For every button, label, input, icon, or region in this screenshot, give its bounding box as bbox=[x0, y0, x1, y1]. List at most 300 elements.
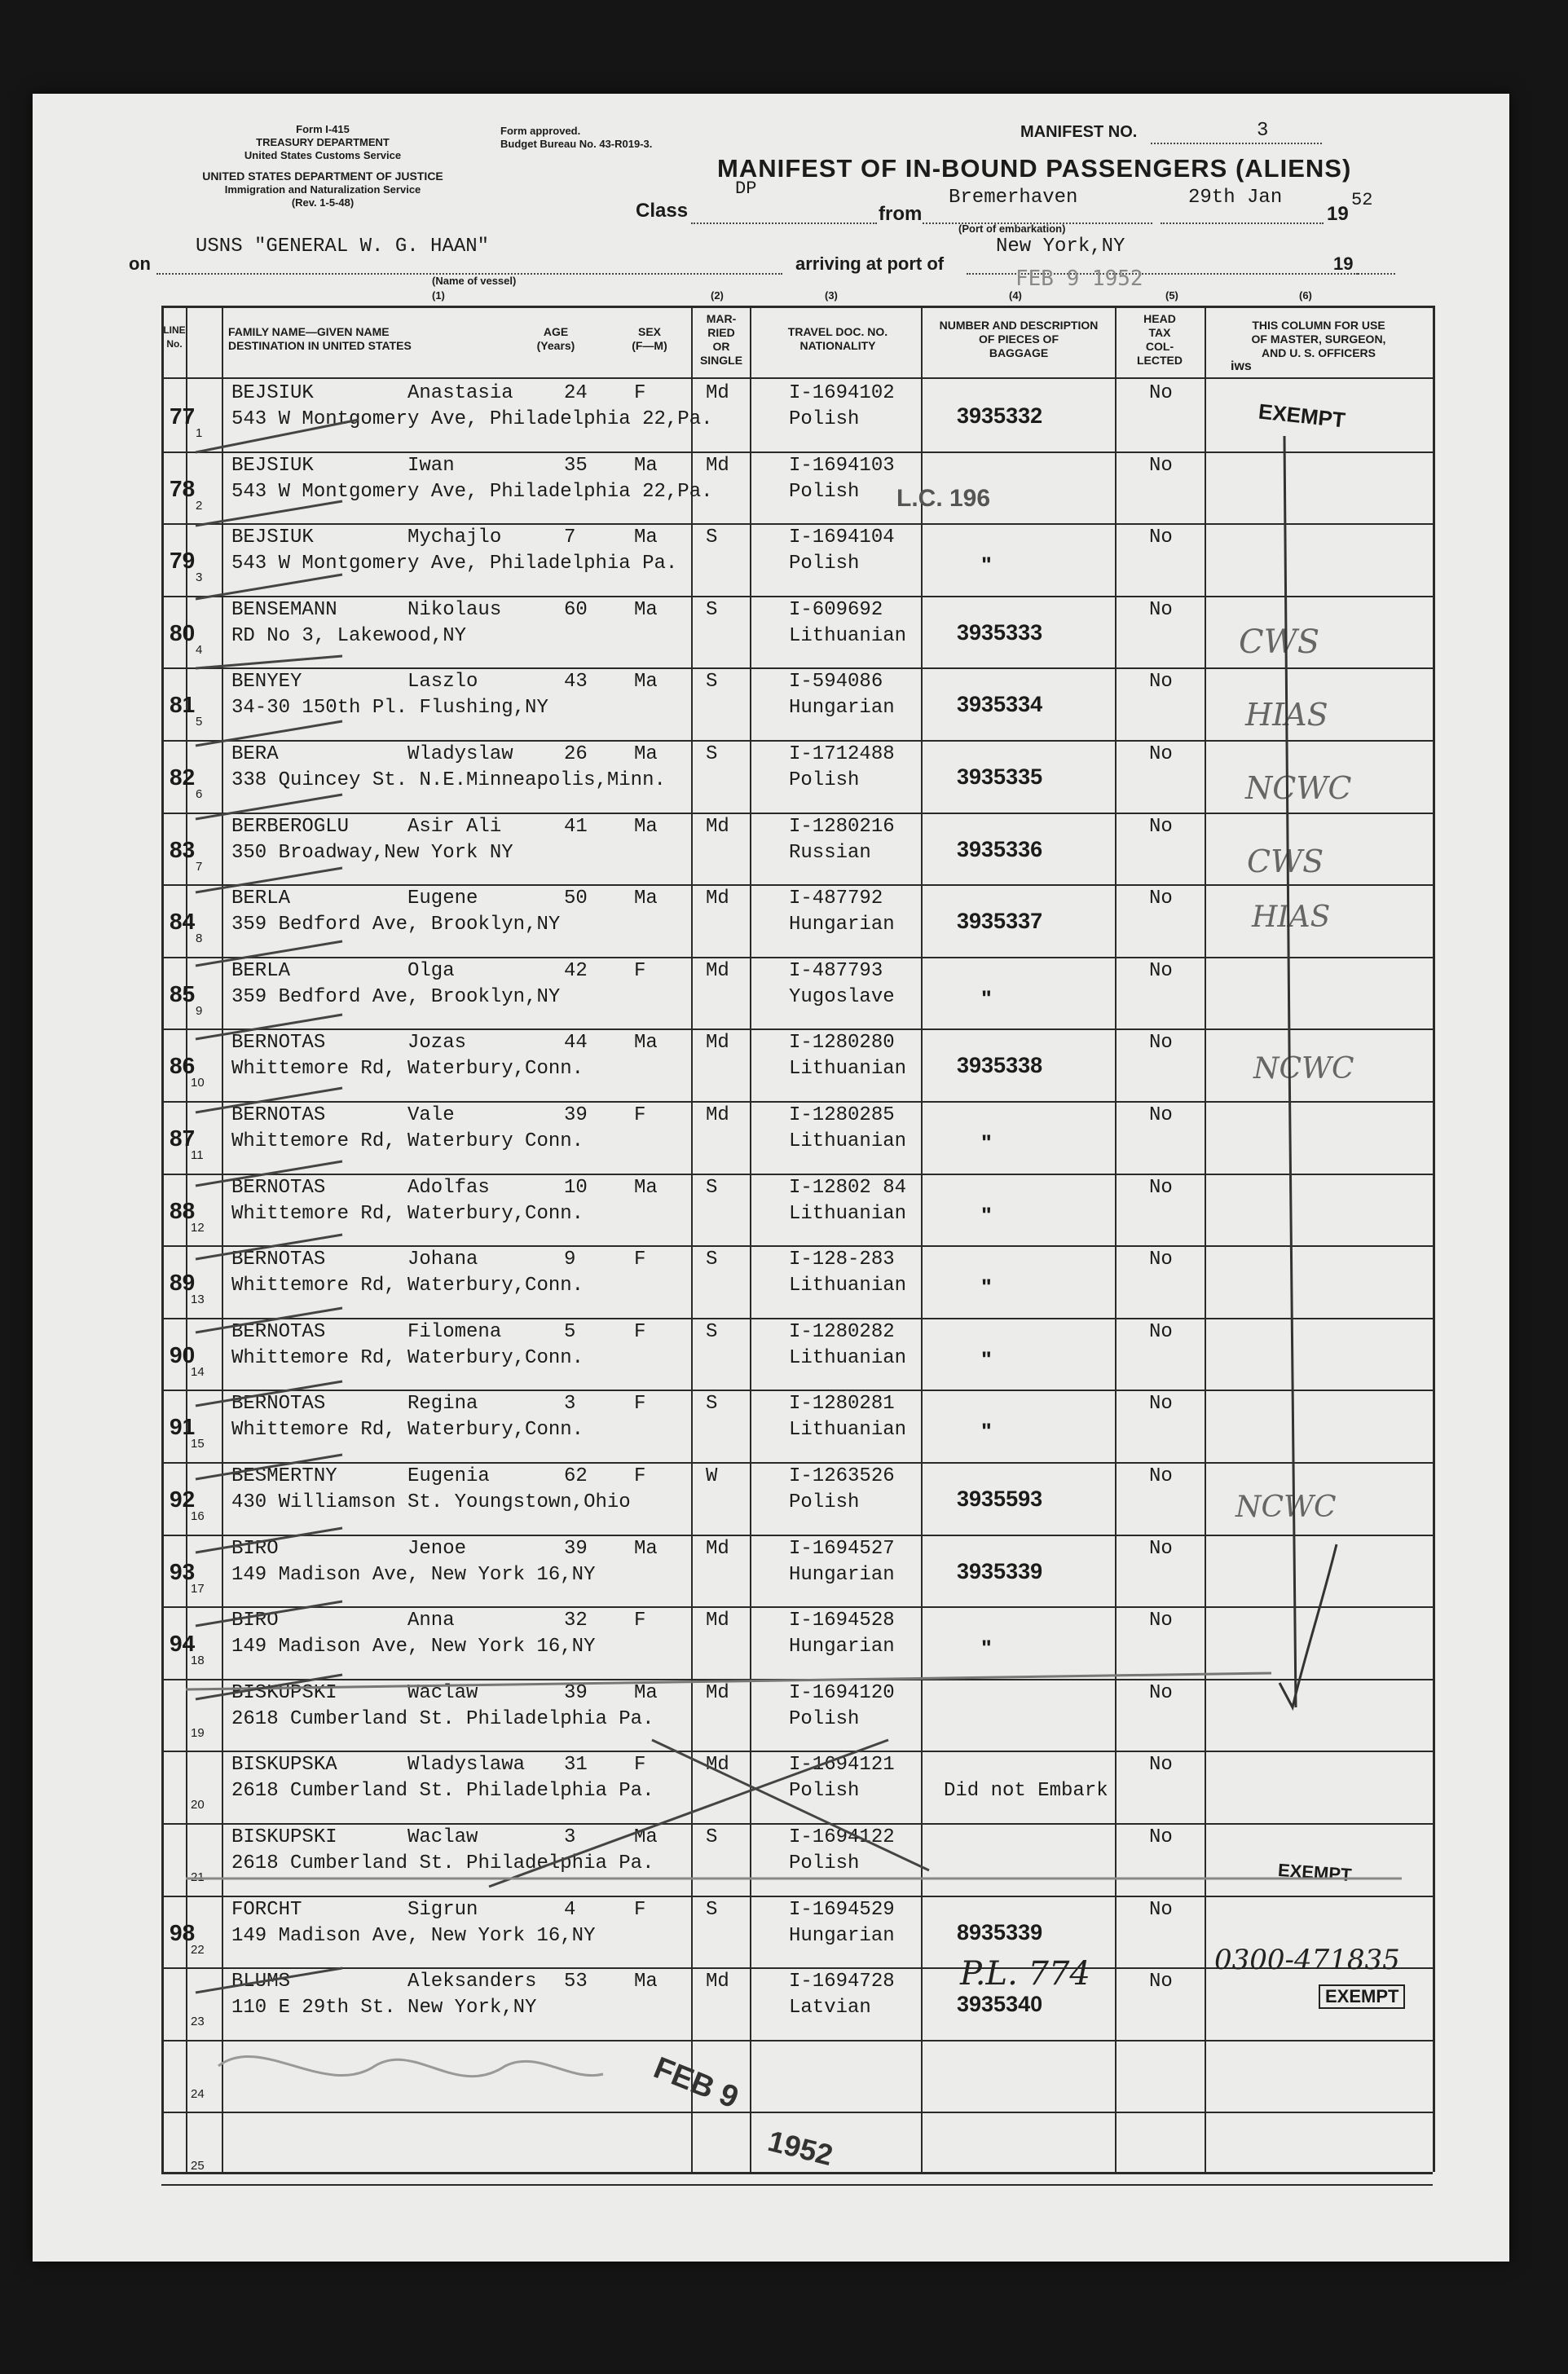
age: 9 bbox=[564, 1249, 576, 1271]
travel-doc-no: I-1694120 bbox=[789, 1681, 895, 1704]
marital-status: Md bbox=[706, 1971, 729, 1993]
destination: 543 W Montgomery Ave, Philadelphia Pa. bbox=[231, 553, 678, 575]
family-name: FORCHT bbox=[231, 1898, 302, 1921]
nationality: Polish bbox=[789, 1852, 860, 1874]
row-index: 11 bbox=[191, 1148, 204, 1162]
age: 50 bbox=[564, 887, 588, 910]
row-divider bbox=[161, 1896, 1433, 1897]
row-divider bbox=[161, 523, 1433, 525]
destination: Whittemore Rd, Waterbury,Conn. bbox=[231, 1419, 584, 1442]
head-tax: No bbox=[1149, 1898, 1173, 1921]
manifest-no-value: 3 bbox=[1257, 120, 1269, 142]
revision: (Rev. 1-5-48) bbox=[291, 196, 355, 209]
baggage-ditto: " bbox=[981, 1419, 992, 1444]
head-tax: No bbox=[1149, 1826, 1173, 1848]
age: 7 bbox=[564, 526, 576, 549]
travel-doc-no: I-487793 bbox=[789, 959, 883, 982]
sex: Ma bbox=[634, 1971, 658, 1993]
sex: Ma bbox=[634, 1032, 658, 1055]
baggage-number: 3935334 bbox=[957, 692, 1043, 717]
destination: 543 W Montgomery Ave, Philadelphia 22,Pa. bbox=[231, 480, 713, 503]
line-number: 85 bbox=[170, 980, 196, 1006]
customs-service: United States Customs Service bbox=[244, 149, 402, 161]
line-number: 87 bbox=[170, 1125, 196, 1151]
row-index: 24 bbox=[191, 2086, 205, 2101]
lc-stamp: L.C. 196 bbox=[896, 485, 991, 512]
given-name: Asir Ali bbox=[407, 815, 502, 838]
row-index: 8 bbox=[196, 932, 203, 946]
marital-status: S bbox=[706, 1320, 718, 1343]
head-tax: No bbox=[1149, 887, 1173, 910]
given-name: Adolfas bbox=[407, 1176, 490, 1199]
sex: F bbox=[634, 1320, 646, 1343]
given-name: Iwan bbox=[407, 454, 455, 477]
row-divider bbox=[161, 813, 1433, 814]
row-divider bbox=[161, 1679, 1433, 1680]
age: 39 bbox=[564, 1681, 588, 1704]
row-divider bbox=[161, 451, 1433, 453]
head-tax: No bbox=[1149, 1465, 1173, 1487]
given-name: Aleksanders bbox=[407, 1971, 537, 1993]
family-name: BERA bbox=[231, 743, 279, 765]
travel-doc-no: I-609692 bbox=[789, 598, 883, 621]
destination: Whittemore Rd, Waterbury,Conn. bbox=[231, 1202, 584, 1225]
age: 32 bbox=[564, 1610, 588, 1632]
destination: 543 W Montgomery Ave, Philadelphia 22,Pa. bbox=[231, 408, 713, 430]
destination: 338 Quincey St. N.E.Minneapolis,Minn. bbox=[231, 769, 666, 791]
row-index: 2 bbox=[196, 498, 203, 513]
row-index: 19 bbox=[191, 1725, 205, 1740]
baggage-number: 3935333 bbox=[957, 619, 1043, 645]
baggage-number: 8935339 bbox=[957, 1919, 1043, 1945]
row-index: 25 bbox=[191, 2159, 205, 2174]
baggage-ditto: " bbox=[981, 1346, 992, 1372]
family-name: BERLA bbox=[231, 887, 291, 910]
given-name: Jenoe bbox=[407, 1537, 467, 1560]
travel-doc-no: I-1694529 bbox=[789, 1898, 895, 1921]
nationality: Lithuanian bbox=[789, 1130, 907, 1152]
sex: F bbox=[634, 382, 646, 404]
head-tax: No bbox=[1149, 1610, 1173, 1632]
baggage-number: 3935339 bbox=[957, 1558, 1043, 1583]
row-divider bbox=[161, 1245, 1433, 1247]
line-number: 81 bbox=[170, 692, 196, 718]
col-num-4: (4) bbox=[1009, 289, 1022, 302]
row-index: 14 bbox=[191, 1364, 205, 1379]
row-divider bbox=[161, 1823, 1433, 1825]
treasury-department: TREASURY DEPARTMENT bbox=[256, 136, 390, 148]
head-tax: No bbox=[1149, 959, 1173, 982]
travel-doc-no: I-1694527 bbox=[789, 1537, 895, 1560]
nationality: Polish bbox=[789, 769, 860, 791]
hias-mark-1: HIAS bbox=[1245, 697, 1328, 733]
col-header-name: FAMILY NAME—GIVEN NAME DESTINATION IN UNITED STATES bbox=[228, 325, 412, 352]
baggage-number: 3935336 bbox=[957, 836, 1043, 861]
travel-doc-no: I-1280282 bbox=[789, 1320, 895, 1343]
marital-status: Md bbox=[706, 887, 729, 910]
line-number: 98 bbox=[170, 1919, 196, 1945]
ncwc-mark-3: NCWC bbox=[1235, 1491, 1337, 1524]
nationality: Lithuanian bbox=[789, 1058, 907, 1081]
baggage-number: 3935332 bbox=[957, 403, 1043, 428]
pl-774-note: P.L. 774 bbox=[960, 1955, 1090, 1993]
col-num-2: (2) bbox=[711, 289, 724, 302]
ins-service: Immigration and Naturalization Service bbox=[224, 183, 421, 196]
travel-doc-no: I-12802 84 bbox=[789, 1176, 907, 1199]
col-header-head-tax-text: HEAD TAX COL- LECTED bbox=[1137, 312, 1183, 367]
row-index: 7 bbox=[196, 859, 203, 874]
given-name: Filomena bbox=[407, 1320, 502, 1343]
nationality: Polish bbox=[789, 553, 860, 575]
family-name: BERNOTAS bbox=[231, 1249, 326, 1271]
row-index: 18 bbox=[191, 1654, 205, 1668]
family-name: BIRO bbox=[231, 1610, 279, 1632]
marital-status: S bbox=[706, 1393, 718, 1416]
nationality: Lithuanian bbox=[789, 1346, 907, 1369]
received-stamp-date: FEB 9 bbox=[649, 2050, 743, 2116]
given-name: Regina bbox=[407, 1393, 478, 1416]
received-stamp-year: 1952 bbox=[764, 2123, 836, 2173]
family-name: BERNOTAS bbox=[231, 1393, 326, 1416]
travel-doc-no: I-1263526 bbox=[789, 1465, 895, 1487]
head-tax: No bbox=[1149, 526, 1173, 549]
col-header-married: MAR- RIED OR SINGLE bbox=[699, 312, 743, 367]
exempt-stamp-2: EXEMPT bbox=[1277, 1859, 1353, 1886]
travel-doc-no: I-1694103 bbox=[789, 454, 895, 477]
destination: 34-30 150th Pl. Flushing,NY bbox=[231, 697, 548, 720]
given-name: Jozas bbox=[407, 1032, 467, 1055]
given-name: Laszlo bbox=[407, 671, 478, 694]
nationality: Polish bbox=[789, 1707, 860, 1730]
family-name: BEJSIUK bbox=[231, 454, 314, 477]
nationality: Hungarian bbox=[789, 697, 895, 720]
head-tax: No bbox=[1149, 1320, 1173, 1343]
year-suffix: 52 bbox=[1351, 190, 1373, 210]
head-tax: No bbox=[1149, 1971, 1173, 1993]
row-divider bbox=[161, 2184, 1433, 2186]
marital-status: S bbox=[706, 1176, 718, 1199]
destination: 2618 Cumberland St. Philadelphia Pa. bbox=[231, 1852, 654, 1874]
age: 53 bbox=[564, 1971, 588, 1993]
line-number: 78 bbox=[170, 475, 196, 501]
marital-status: Md bbox=[706, 815, 729, 838]
family-name: BEJSIUK bbox=[231, 382, 314, 404]
line-number: 79 bbox=[170, 548, 196, 574]
row-divider bbox=[161, 2112, 1433, 2113]
destination: Whittemore Rd, Waterbury,Conn. bbox=[231, 1275, 584, 1297]
destination: 2618 Cumberland St. Philadelphia Pa. bbox=[231, 1707, 654, 1730]
line-number: 91 bbox=[170, 1414, 196, 1440]
destination: 350 Broadway,New York NY bbox=[231, 841, 513, 864]
arriving-label: arriving at port of bbox=[795, 253, 945, 274]
given-name: Olga bbox=[407, 959, 455, 982]
marital-status: Md bbox=[706, 959, 729, 982]
age: 5 bbox=[564, 1320, 576, 1343]
vessel-caption: (Name of vessel) bbox=[432, 275, 517, 287]
marital-status: W bbox=[706, 1465, 718, 1487]
col-header-officers: THIS COLUMN FOR USE OF MASTER, SURGEON, AND U. S. OFFICERS bbox=[1251, 319, 1386, 359]
nationality: Polish bbox=[789, 1491, 860, 1513]
sailing-date: 29th Jan bbox=[1188, 187, 1283, 209]
row-divider bbox=[161, 1028, 1433, 1030]
year-prefix-2: 19 bbox=[1333, 253, 1354, 274]
class-label: Class bbox=[636, 200, 689, 222]
col-num-3: (3) bbox=[825, 289, 838, 302]
baggage-number: 3935340 bbox=[957, 1992, 1043, 2017]
family-name: BERBEROGLU bbox=[231, 815, 350, 838]
row-index: 1 bbox=[196, 426, 203, 440]
age: 44 bbox=[564, 1032, 588, 1055]
row-index: 9 bbox=[196, 1003, 203, 1018]
sex: F bbox=[634, 1754, 646, 1777]
row-index: 13 bbox=[191, 1293, 205, 1307]
col-header-sex: SEX (F—M) bbox=[632, 325, 667, 352]
baggage-number: 3935335 bbox=[957, 764, 1043, 789]
destination: Whittemore Rd, Waterbury,Conn. bbox=[231, 1058, 584, 1081]
row-index: 16 bbox=[191, 1509, 205, 1523]
row-index: 4 bbox=[196, 642, 203, 657]
destination: 149 Madison Ave, New York 16,NY bbox=[231, 1563, 596, 1586]
given-name: Nikolaus bbox=[407, 598, 502, 621]
age: 35 bbox=[564, 454, 588, 477]
line-number: 94 bbox=[170, 1631, 196, 1657]
nationality: Latvian bbox=[789, 1997, 871, 2019]
year-prefix: 19 bbox=[1327, 203, 1349, 225]
line-number: 82 bbox=[170, 764, 196, 790]
sex: Ma bbox=[634, 1681, 658, 1704]
travel-doc-no: I-1712488 bbox=[789, 743, 895, 765]
travel-doc-no: I-1280285 bbox=[789, 1104, 895, 1126]
col-num-6: (6) bbox=[1299, 289, 1312, 302]
baggage-ditto: " bbox=[981, 1130, 992, 1155]
cws-mark-2: CWS bbox=[1247, 843, 1324, 879]
row-index: 15 bbox=[191, 1437, 205, 1451]
given-name: Eugenia bbox=[407, 1465, 490, 1487]
marital-status: S bbox=[706, 1826, 718, 1848]
travel-doc-no: I-487792 bbox=[789, 887, 883, 910]
arrival-port: New York,NY bbox=[996, 236, 1125, 258]
destination: 149 Madison Ave, New York 16,NY bbox=[231, 1924, 596, 1947]
given-name: Vale bbox=[407, 1104, 455, 1126]
baggage-ditto: " bbox=[981, 553, 992, 578]
marital-status: Md bbox=[706, 1537, 729, 1560]
row-index: 5 bbox=[196, 715, 203, 729]
row-divider bbox=[161, 2040, 1433, 2041]
family-name: BISKUPSKI bbox=[231, 1826, 337, 1848]
sex: F bbox=[634, 1393, 646, 1416]
nationality: Russian bbox=[789, 841, 871, 864]
family-name: BERNOTAS bbox=[231, 1032, 326, 1055]
row-index: 12 bbox=[191, 1220, 205, 1235]
family-name: BIRO bbox=[231, 1537, 279, 1560]
row-divider bbox=[161, 884, 1433, 886]
marital-status: S bbox=[706, 598, 718, 621]
file-number-note: 0300-471835 bbox=[1214, 1944, 1400, 1976]
destination: RD No 3, Lakewood,NY bbox=[231, 624, 467, 647]
baggage-ditto: " bbox=[981, 1275, 992, 1300]
family-name: BEJSIUK bbox=[231, 526, 314, 549]
marital-status: S bbox=[706, 1898, 718, 1921]
col-num-1: (1) bbox=[432, 289, 445, 302]
head-tax: No bbox=[1149, 1249, 1173, 1271]
destination: 430 Williamson St. Youngstown,Ohio bbox=[231, 1491, 631, 1513]
marital-status: S bbox=[706, 671, 718, 694]
port-embark-caption: (Port of embarkation) bbox=[958, 222, 1066, 235]
marital-status: S bbox=[706, 743, 718, 765]
sex: Ma bbox=[634, 454, 658, 477]
marital-status: S bbox=[706, 1249, 718, 1271]
sex: Ma bbox=[634, 598, 658, 621]
sex: Ma bbox=[634, 815, 658, 838]
col-num-5: (5) bbox=[1165, 289, 1178, 302]
sex: F bbox=[634, 1249, 646, 1271]
class-value: DP bbox=[735, 178, 757, 199]
given-name: Eugene bbox=[407, 887, 478, 910]
sex: Ma bbox=[634, 743, 658, 765]
family-name: BERNOTAS bbox=[231, 1176, 326, 1199]
row-index: 3 bbox=[196, 570, 203, 585]
nationality: Polish bbox=[789, 408, 860, 430]
baggage-note: Did not Embark bbox=[944, 1780, 1108, 1803]
destination: Whittemore Rd, Waterbury,Conn. bbox=[231, 1346, 584, 1369]
row-divider bbox=[161, 1174, 1433, 1175]
baggage-number: 3935593 bbox=[957, 1487, 1043, 1511]
destination: 149 Madison Ave, New York 16,NY bbox=[231, 1636, 596, 1658]
family-name: BENSEMANN bbox=[231, 598, 337, 621]
line-number: 83 bbox=[170, 836, 196, 862]
line-number: 92 bbox=[170, 1487, 196, 1512]
destination: Whittemore Rd, Waterbury Conn. bbox=[231, 1130, 584, 1152]
col-header-age: AGE (Years) bbox=[536, 325, 575, 352]
sex: Ma bbox=[634, 1826, 658, 1848]
baggage-ditto: " bbox=[981, 1636, 992, 1661]
nationality: Lithuanian bbox=[789, 1419, 907, 1442]
line-number: 93 bbox=[170, 1558, 196, 1584]
port-of-embarkation: Bremerhaven bbox=[949, 187, 1078, 209]
row-index: 6 bbox=[196, 787, 203, 801]
justice-department: UNITED STATES DEPARTMENT OF JUSTICE bbox=[202, 170, 443, 183]
row-index: 21 bbox=[191, 1870, 205, 1884]
form-number: Form I-415 bbox=[296, 123, 350, 135]
baggage-number: 3935337 bbox=[957, 909, 1043, 934]
row-divider bbox=[161, 1101, 1433, 1103]
line-number: 86 bbox=[170, 1053, 196, 1079]
given-name: Waclaw bbox=[407, 1826, 478, 1848]
budget-bureau: Budget Bureau No. 43-R019-3. bbox=[500, 138, 653, 150]
row-divider bbox=[161, 596, 1433, 597]
row-divider bbox=[161, 1606, 1433, 1608]
travel-doc-no: I-1694121 bbox=[789, 1754, 895, 1777]
given-name: Wladyslaw bbox=[407, 743, 513, 765]
travel-doc-no: I-1694528 bbox=[789, 1610, 895, 1632]
age: 3 bbox=[564, 1826, 576, 1848]
head-tax: No bbox=[1149, 815, 1173, 838]
head-tax: No bbox=[1149, 598, 1173, 621]
sex: Ma bbox=[634, 671, 658, 694]
marital-status: Md bbox=[706, 382, 729, 404]
row-divider bbox=[161, 1535, 1433, 1536]
row-index: 22 bbox=[191, 1942, 205, 1957]
travel-doc-no: I-1694122 bbox=[789, 1826, 895, 1848]
given-name: Mychajlo bbox=[407, 526, 502, 549]
head-tax: No bbox=[1149, 1393, 1173, 1416]
row-divider bbox=[161, 1318, 1433, 1319]
marital-status: Md bbox=[706, 454, 729, 477]
line-number: 88 bbox=[170, 1197, 196, 1223]
travel-doc-no: I-1280281 bbox=[789, 1393, 895, 1416]
head-tax: No bbox=[1149, 382, 1173, 404]
nationality: Hungarian bbox=[789, 1563, 895, 1586]
given-name: Johana bbox=[407, 1249, 478, 1271]
ncwc-mark-2: NCWC bbox=[1253, 1052, 1354, 1086]
travel-doc-no: I-1694728 bbox=[789, 1971, 895, 1993]
sex: F bbox=[634, 1898, 646, 1921]
exempt-stamp-1: EXEMPT bbox=[1257, 399, 1347, 433]
travel-doc-no: I-1280216 bbox=[789, 815, 895, 838]
row-index: 10 bbox=[191, 1076, 205, 1090]
form-approved: Form approved. bbox=[500, 125, 581, 137]
given-name: Sigrun bbox=[407, 1898, 478, 1921]
head-tax: No bbox=[1149, 1754, 1173, 1777]
marital-status: Md bbox=[706, 1032, 729, 1055]
age: 24 bbox=[564, 382, 588, 404]
destination: 110 E 29th St. New York,NY bbox=[231, 1997, 537, 2019]
travel-doc-no: I-1694104 bbox=[789, 526, 895, 549]
sex: Ma bbox=[634, 1537, 658, 1560]
head-tax: No bbox=[1149, 671, 1173, 694]
line-number: 89 bbox=[170, 1270, 196, 1296]
on-label: on bbox=[129, 253, 151, 274]
sex: F bbox=[634, 1104, 646, 1126]
destination: 359 Bedford Ave, Brooklyn,NY bbox=[231, 985, 561, 1008]
row-divider bbox=[161, 1751, 1433, 1752]
row-divider bbox=[161, 740, 1433, 742]
officers-note: iws bbox=[1231, 359, 1252, 373]
family-name: BENYEY bbox=[231, 671, 302, 694]
row-divider bbox=[161, 957, 1433, 958]
marital-status: Md bbox=[706, 1754, 729, 1777]
manifest-title: MANIFEST OF IN-BOUND PASSENGERS (ALIENS) bbox=[717, 154, 1352, 183]
family-name: BISKUPSKA bbox=[231, 1754, 337, 1777]
head-tax: No bbox=[1149, 1176, 1173, 1199]
marital-status: Md bbox=[706, 1104, 729, 1126]
age: 26 bbox=[564, 743, 588, 765]
family-name: BESMERTNY bbox=[231, 1465, 337, 1487]
family-name: BERNOTAS bbox=[231, 1104, 326, 1126]
from-label: from bbox=[879, 203, 923, 225]
head-tax: No bbox=[1149, 1104, 1173, 1126]
ncwc-mark-1: NCWC bbox=[1245, 770, 1352, 806]
age: 10 bbox=[564, 1176, 588, 1199]
head-tax: No bbox=[1149, 1032, 1173, 1055]
received-stamp-top: FEB 9 1952 bbox=[1015, 266, 1143, 291]
nationality: Hungarian bbox=[789, 1924, 895, 1947]
given-name: Waclaw bbox=[407, 1681, 478, 1704]
age: 31 bbox=[564, 1754, 588, 1777]
nationality: Polish bbox=[789, 480, 860, 503]
col-header-baggage: NUMBER AND DESCRIPTION OF PIECES OF BAGGAGE bbox=[939, 319, 1099, 359]
nationality: Hungarian bbox=[789, 914, 895, 936]
age: 39 bbox=[564, 1537, 588, 1560]
age: 41 bbox=[564, 815, 588, 838]
exempt-stamp-3: EXEMPT bbox=[1319, 1984, 1405, 2009]
row-index: 20 bbox=[191, 1798, 205, 1812]
age: 62 bbox=[564, 1465, 588, 1487]
family-name: BERLA bbox=[231, 959, 291, 982]
sex: F bbox=[634, 1610, 646, 1632]
vessel-name: USNS "GENERAL W. G. HAAN" bbox=[196, 236, 490, 258]
family-name: BISKUPSKI bbox=[231, 1681, 337, 1704]
